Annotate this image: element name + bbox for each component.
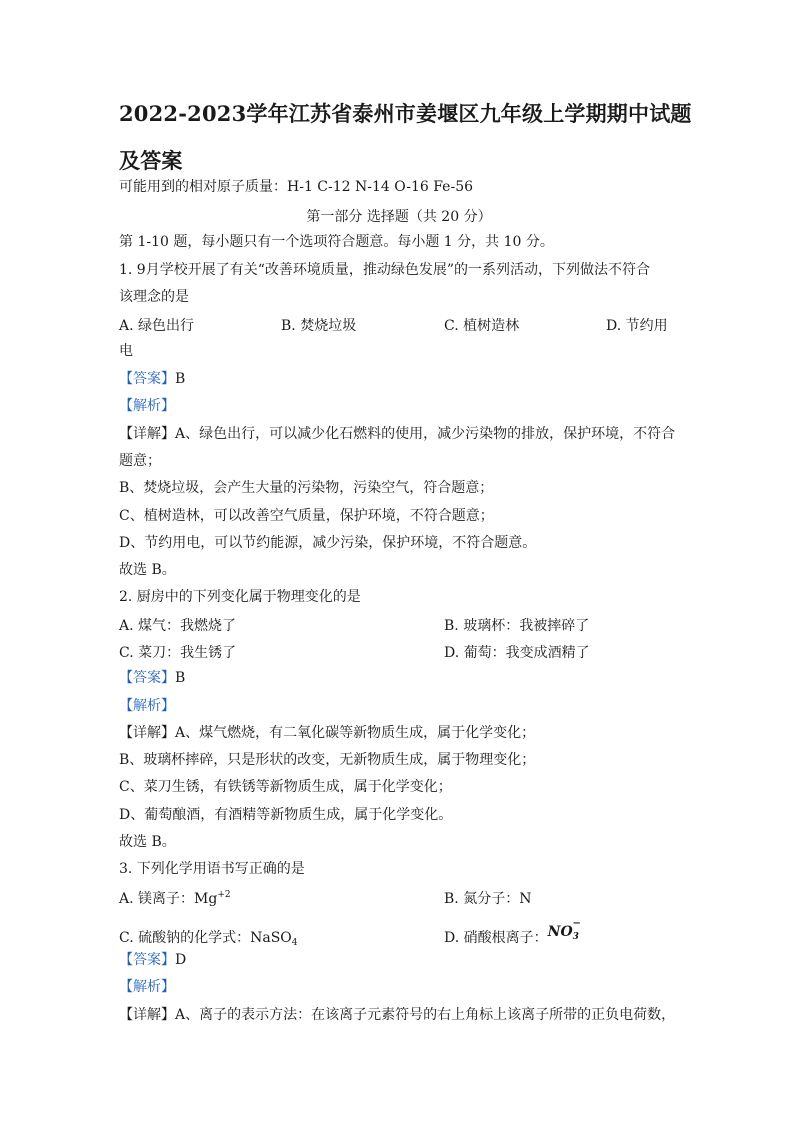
q2-analysis-tag: 【解析】: [119, 698, 175, 714]
atomic-masses: 可能用到的相对原子质量：H-1 C-12 N-14 O-16 Fe-56: [119, 179, 474, 195]
q2-stem: 2. 厨房中的下列变化属于物理变化的是: [119, 589, 361, 605]
section-heading: 第一部分 选择题（共 20 分）: [306, 209, 492, 225]
answer-tag: 【答案】: [119, 952, 175, 968]
detail-tag: 【详解】: [119, 725, 175, 741]
formula-charge: −: [572, 918, 581, 929]
q2-option-a: A. 煤气：我燃烧了: [119, 618, 237, 634]
charge-superscript: +2: [217, 890, 231, 900]
subscript: 4: [291, 938, 298, 948]
nitrate-formula: [547, 918, 581, 942]
document-title-line2: 及答案: [119, 148, 183, 173]
q2-conclusion: 故选 B。: [119, 834, 176, 850]
q3-analysis-tag: 【解析】: [119, 979, 175, 995]
answer-tag: 【答案】: [119, 371, 175, 387]
detail-text: A、绿色出行，可以减少化石燃料的使用，减少污染物的排放，保护环境，不符合: [175, 426, 676, 442]
q2-detail-c: C、菜刀生锈，有铁锈等新物质生成，属于化学变化；: [119, 779, 452, 795]
q3-option-a: [119, 888, 231, 908]
q3-option-d: [444, 918, 581, 948]
option-text: A. 镁离子：Mg: [119, 891, 218, 907]
q1-detail-b: B、焚烧垃圾，会产生大量的污染物，污染空气，符合题意；: [119, 480, 494, 496]
section-instruction: 第 1-10 题，每小题只有一个选项符合题意。每小题 1 分，共 10 分。: [119, 234, 554, 250]
detail-text: A、煤气燃烧，有二氧化碳等新物质生成，属于化学变化；: [175, 725, 536, 741]
formula-subscript: 3: [572, 932, 579, 942]
option-text: D. 硝酸根离子：: [444, 930, 548, 946]
q3-option-c: [119, 927, 298, 948]
q2-detail-a: [119, 724, 535, 742]
q2-option-d: D. 葡萄：我变成酒精了: [444, 645, 590, 661]
q1-detail-d: D、节约用电，可以节约能源，减少污染，保护环境，不符合题意。: [119, 535, 537, 551]
detail-tag: 【详解】: [119, 1007, 175, 1023]
q1-stem-line1: 1. 9月学校开展了有关“改善环境质量，推动绿色发展”的一系列活动，下列做法不符合: [119, 262, 651, 278]
document-title-line1: 2022-2023学年江苏省泰州市姜堰区九年级上学期期中试题: [119, 101, 692, 126]
q2-option-c: C. 菜刀：我生锈了: [119, 645, 237, 661]
formula-text: NO: [547, 924, 573, 940]
detail-text: A、离子的表示方法：在该离子元素符号的右上角标上该离子所带的正负电荷数，: [175, 1007, 676, 1023]
q2-option-b: B. 玻璃杯：我被摔碎了: [444, 618, 590, 634]
q1-detail-line2: 题意；: [119, 453, 161, 469]
q2-detail-d: D、葡萄酿酒，有酒精等新物质生成，属于化学变化。: [119, 807, 453, 823]
q1-conclusion: 故选 B。: [119, 562, 176, 578]
q1-option-a: A. 绿色出行: [119, 318, 195, 334]
q1-option-d: D. 节约用: [606, 318, 668, 334]
q2-detail-b: B、玻璃杯摔碎，只是形状的改变，无新物质生成，属于物理变化；: [119, 752, 536, 768]
q1-option-c: C. 植树造林: [444, 318, 520, 334]
q1-detail-c: C、植树造林，可以改善空气质量，保护环境，不符合题意；: [119, 508, 494, 524]
q3-detail-line1: [119, 1006, 675, 1024]
detail-tag: 【详解】: [119, 426, 175, 442]
option-text: C. 硫酸钠的化学式：NaSO: [119, 930, 292, 946]
q3-answer: [119, 951, 186, 969]
q3-stem: 3. 下列化学用语书写正确的是: [119, 861, 305, 877]
q2-answer: [119, 669, 185, 687]
q1-answer: [119, 370, 185, 388]
answer-value: B: [175, 670, 186, 686]
q1-detail-line1: [119, 425, 675, 443]
answer-tag: 【答案】: [119, 670, 175, 686]
q1-option-d-wrap: 电: [119, 343, 133, 359]
q1-analysis-tag: 【解析】: [119, 398, 175, 414]
answer-value: D: [175, 952, 187, 968]
q1-option-b: B. 焚烧垃圾: [281, 318, 357, 334]
answer-value: B: [175, 371, 186, 387]
q1-stem-line2: 该理念的是: [119, 289, 189, 305]
q3-option-b: B. 氮分子：N: [444, 891, 532, 907]
